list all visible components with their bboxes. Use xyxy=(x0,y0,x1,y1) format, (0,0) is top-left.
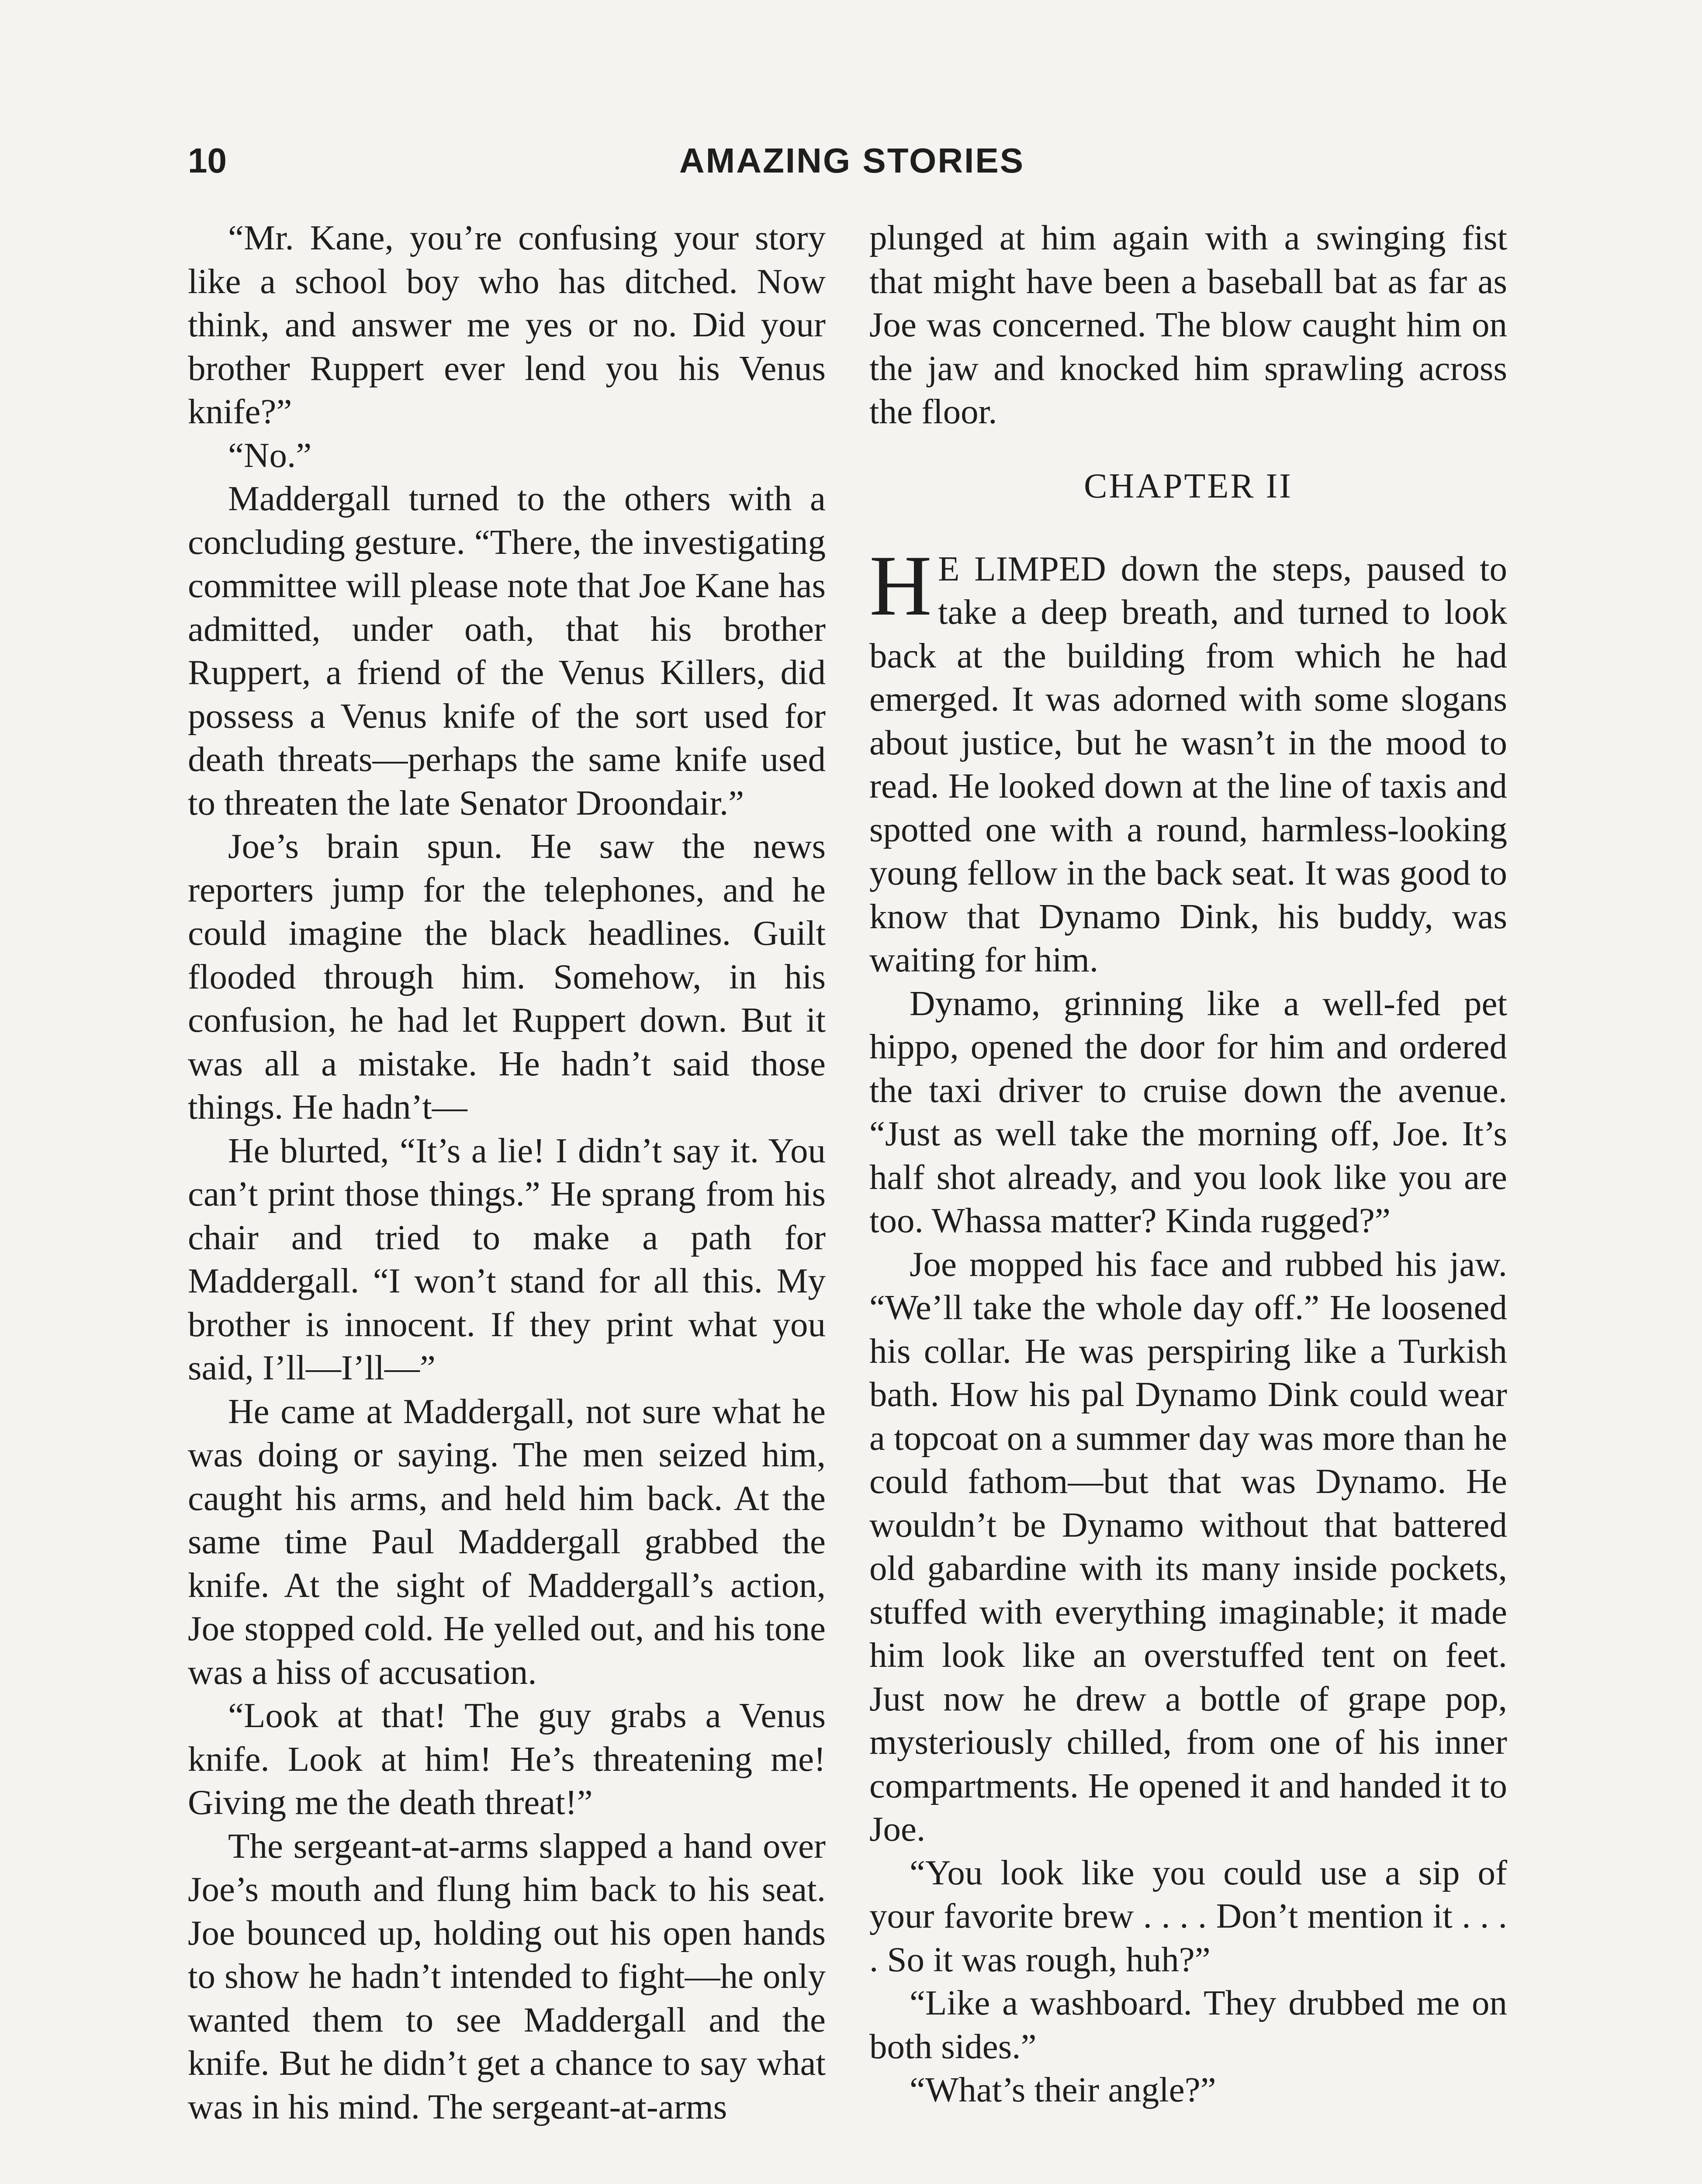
paragraph: The sergeant-at-arms slapped a hand over Joe’s mouth and flung him back to his seat. Joe bounced up, holding out his open hands to show he hadn’t intended to fight—he only wanted them to see Maddergall and the knife. But he didn’t get a chance to say what was in his mind. The sergeant-at-arms xyxy=(188,1826,826,2126)
paragraph: Joe’s brain spun. He saw the news reporters jump for the telephones, and he could imagine the black headlines. Guilt flooded through him. Somehow, in his confusion, he had let Ruppert down. But it was all a mistake. He hadn’t said those things. He hadn’t— xyxy=(188,826,826,1127)
paragraph: “Like a washboard. They drubbed me on both sides.” xyxy=(869,1983,1507,2066)
paragraph: “What’s their angle?” xyxy=(910,2070,1216,2109)
page-header xyxy=(188,139,1516,183)
page-number: 10 xyxy=(188,141,227,180)
chapter-opening-paragraph xyxy=(869,537,1507,982)
left-column xyxy=(188,216,826,2129)
paragraph: Maddergall turned to the others with a concluding gesture. “There, the investigating committee will please note that Joe Kane has admitted, under oath, that his brother Ruppert, a friend of the Venus Killers, did possess a Venus knife of the sort used for death threats—perhaps the same knife used to threaten the late Senator Droondair.” xyxy=(188,479,826,822)
paragraph: “You look like you could use a sip of your favorite brew . . . . Don’t mention it . . . . So it was rough, huh?” xyxy=(869,1852,1507,1979)
chapter-heading: CHAPTER II xyxy=(1084,467,1293,505)
paragraph: “Look at that! The guy grabs a Venus knife. Look at him! He’s threatening me! Giving me the death threat!” xyxy=(188,1696,826,1822)
paragraph: Joe mopped his face and rubbed his jaw. “We’ll take the whole day off.” He loosened his collar. He was perspiring like a Turkish bath. How his pal Dynamo Dink could wear a topcoat on a summer day was more than he could fathom—but that was Dynamo. He wouldn’t be Dynamo without that battered old gabardine with its many inside pockets, stuffed with everything imaginable; it made him look like an overstuffed tent on feet. Just now he drew a bottle of grape pop, mysteriously chilled, from one of his inner compartments. He opened it and handed it to Joe. xyxy=(869,1244,1507,1849)
drop-cap: H xyxy=(869,537,932,633)
right-column xyxy=(869,216,1507,2112)
running-title: AMAZING STORIES xyxy=(679,141,1025,180)
paragraph: He blurted, “It’s a lie! I didn’t say it. You can’t print those things.” He sprang from his chair and tried to make a path for Maddergall. “I won’t stand for all this. My brother is innocent. If they print what you said, I’ll—I’ll—” xyxy=(188,1130,826,1387)
paragraph: Dynamo, grinning like a well-fed pet hippo, opened the door for him and ordered the taxi driver to cruise down the avenue. “Just as well take the morning off, Joe. It’s half shot already, and you look like you are too. Whassa matter? Kinda rugged?” xyxy=(869,983,1507,1240)
paragraph: “Mr. Kane, you’re confusing your story like a school boy who has ditched. Now think, and answer me yes or no. Did your brother Ruppert ever lend you his Venus knife?” xyxy=(188,218,826,431)
opening-paragraph-text: E LIMPED down the steps, paused to take a deep breath, and turned to look back at the building from which he had emerged. It was adorned with some slogans about justice, but he wasn’t in the mood to read. He looked down at the line of taxis and spotted one with a round, harmless-looking young fellow in the back seat. It was good to know that Dynamo Dink, his buddy, was waiting for him. xyxy=(869,549,1507,979)
paragraph: He came at Maddergall, not sure what he was doing or saying. The men seized him, caught his arms, and held him back. At the same time Paul Maddergall grabbed the knife. At the sight of Maddergall’s action, Joe stopped cold. He yelled out, and his tone was a hiss of accusation. xyxy=(188,1391,826,1692)
continued-paragraph: plunged at him again with a swinging fist that might have been a baseball bat as far as Joe was concerned. The blow caught him on the jaw and knocked him sprawling across the floor. xyxy=(869,218,1507,431)
paragraph: “No.” xyxy=(228,435,312,475)
